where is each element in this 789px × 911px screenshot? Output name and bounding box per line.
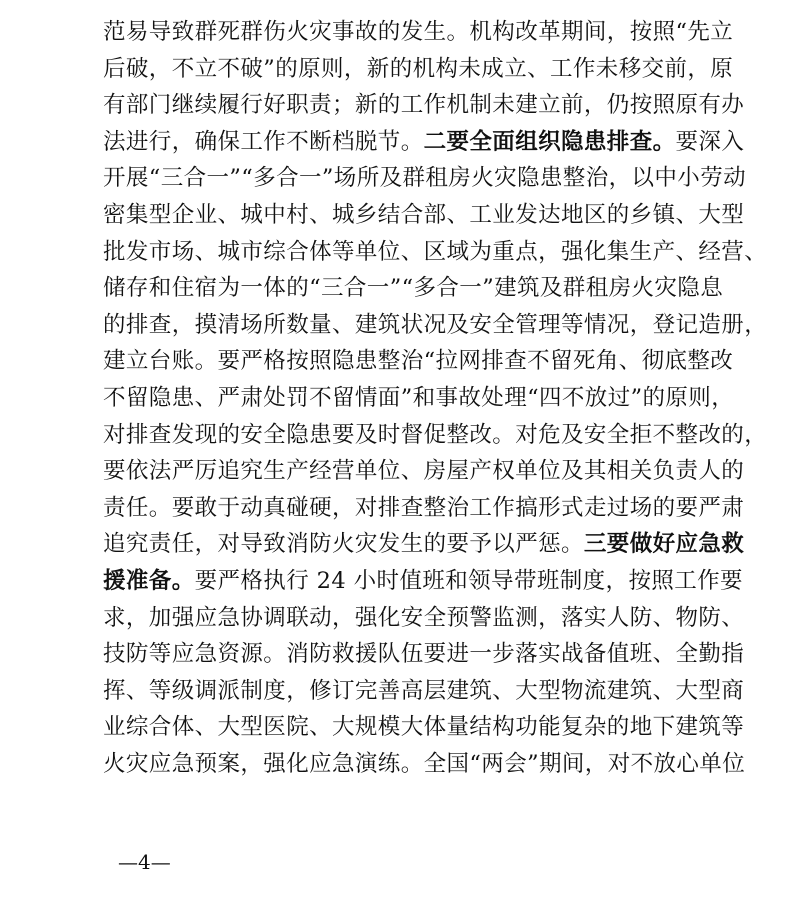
text-line	[103, 673, 745, 710]
text-segment: 要依法严厉追究生产经营单位、房屋产权单位及其相关负责人的	[103, 458, 745, 485]
text-segment: 储存和住宿为一体的“三合一”“多合一”建筑及群租房火灾隐息	[103, 275, 724, 302]
text-segment: 对排查发现的安全隐患要及时督促整改。对危及安全拒不整改的，	[103, 421, 768, 448]
text-segment: 范易导致群死群伤火灾事故的发生。机构改革期间，按照“先立	[103, 19, 734, 45]
text-segment: 有部门继续履行好职责；新的工作机制未建立前，仍按照原有办	[103, 92, 745, 119]
text-line	[103, 124, 745, 161]
text-line	[103, 197, 745, 234]
text-line	[103, 526, 745, 563]
bold-heading-segment: 二要全面组织隐患排查。	[423, 128, 676, 155]
text-line	[103, 636, 745, 673]
text-line	[103, 380, 735, 417]
text-line	[103, 563, 743, 600]
text-segment: 火灾应急预案，强化应急演练。全国“两会”期间，对不放心单位	[103, 750, 746, 777]
text-segment: 求，加强应急协调联动，强化安全预警监测，落实人防、物防、	[103, 604, 745, 631]
text-line	[103, 490, 745, 527]
text-segment: 后破，不立不破”的原则，新的机构未成立、工作未移交前，原	[103, 55, 734, 82]
text-line	[103, 160, 747, 197]
text-line	[103, 453, 745, 490]
text-segment: 建立台账。要严格按照隐患整治“拉网排查不留死角、彻底整改	[103, 348, 734, 375]
text-line	[103, 343, 734, 380]
text-segment: 要严格执行 24 小时值班和领导带班制度，按照工作要	[194, 567, 743, 594]
text-line	[103, 746, 746, 783]
text-line	[103, 234, 768, 271]
text-segment: 的排查，摸清场所数量、建筑状况及安全管理等情况，登记造册，	[103, 311, 768, 338]
text-line	[103, 600, 745, 637]
text-segment: 开展“三合一”“多合一”场所及群租房火灾隐患整治，以中小劳动	[103, 165, 747, 192]
bold-heading-segment: 援准备。	[103, 567, 195, 594]
text-line	[103, 417, 768, 454]
text-segment: 要深入	[675, 128, 745, 155]
text-line	[103, 270, 724, 307]
page-number: —4—	[118, 850, 171, 874]
text-line	[103, 87, 745, 124]
text-segment: 责任。要敢于动真碰硬，对排查整治工作搞形式走过场的要严肃	[103, 494, 745, 521]
bold-heading-segment: 三要做好应急救	[583, 531, 745, 558]
text-line	[103, 51, 734, 88]
text-segment: 业综合体、大型医院、大规模大体量结构功能复杂的地下建筑等	[103, 714, 745, 741]
text-segment: 追究责任，对导致消防火灾发生的要予以严惩。	[103, 531, 584, 558]
text-segment: 挥、等级调派制度，修订完善高层建筑、大型物流建筑、大型商	[103, 677, 745, 704]
body-text	[103, 14, 768, 782]
text-line	[103, 14, 734, 51]
text-segment: 技防等应急资源。消防救援队伍要进一步落实战备值班、全勤指	[103, 641, 745, 668]
text-line	[103, 307, 768, 344]
text-segment: 批发市场、城市综合体等单位、区域为重点，强化集生产、经营、	[103, 238, 768, 265]
text-segment: 法进行，确保工作不断档脱节。	[103, 128, 424, 155]
text-line	[103, 709, 745, 746]
text-segment: 密集型企业、城中村、城乡结合部、工业发达地区的乡镇、大型	[103, 201, 745, 228]
text-segment: 不留隐患、严肃处罚不留情面”和事故处理“四不放过”的原则，	[103, 384, 735, 411]
